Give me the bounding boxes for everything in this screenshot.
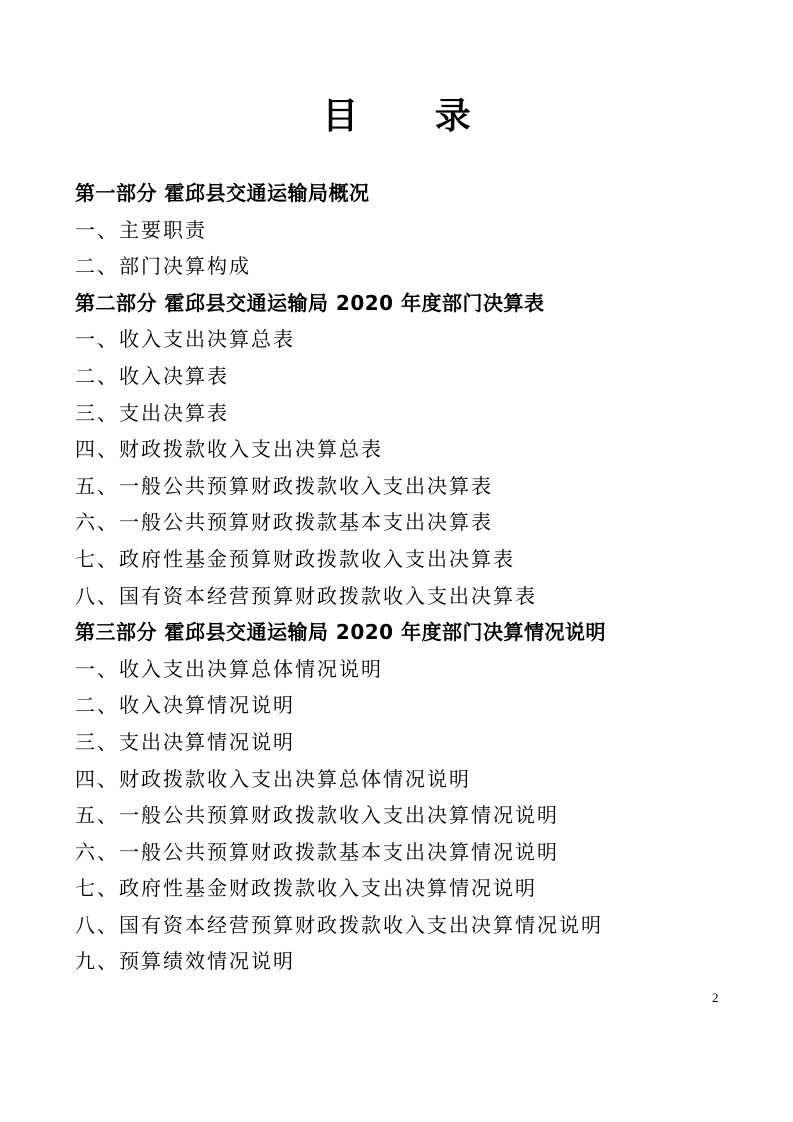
toc-entry-part-2: 第二部分 霍邱县交通运输局 2020 年度部门决算表 bbox=[75, 290, 545, 315]
toc-entry: 一、收入支出决算总体情况说明 bbox=[75, 656, 383, 681]
toc-entry-part-3: 第三部分 霍邱县交通运输局 2020 年度部门决算情况说明 bbox=[75, 620, 607, 645]
toc-entry: 五、一般公共预算财政拨款收入支出决算表 bbox=[75, 473, 493, 498]
toc-entry: 八、国有资本经营预算财政拨款收入支出决算情况说明 bbox=[75, 912, 603, 937]
toc-entry: 二、收入决算表 bbox=[75, 363, 229, 388]
toc-entry: 六、一般公共预算财政拨款基本支出决算情况说明 bbox=[75, 839, 559, 864]
toc-entry: 一、收入支出决算总表 bbox=[75, 327, 295, 352]
page-number: 2 bbox=[712, 990, 719, 1005]
page-title: 目 录 bbox=[322, 96, 503, 137]
toc-entry: 三、支出决算表 bbox=[75, 400, 229, 425]
toc-entry-part-1: 第一部分 霍邱县交通运输局概况 bbox=[75, 181, 370, 205]
toc-entry: 四、财政拨款收入支出决算总表 bbox=[75, 437, 383, 462]
toc-entry: 八、国有资本经营预算财政拨款收入支出决算表 bbox=[75, 583, 537, 608]
table-of-contents bbox=[75, 175, 775, 980]
toc-entry: 七、政府性基金财政拨款收入支出决算情况说明 bbox=[75, 876, 537, 901]
toc-entry: 二、部门决算构成 bbox=[75, 254, 251, 279]
toc-entry: 二、收入决算情况说明 bbox=[75, 693, 295, 718]
toc-entry: 五、一般公共预算财政拨款收入支出决算情况说明 bbox=[75, 803, 559, 828]
toc-entry: 九、预算绩效情况说明 bbox=[75, 949, 295, 974]
toc-entry: 七、政府性基金预算财政拨款收入支出决算表 bbox=[75, 546, 515, 571]
toc-entry: 六、一般公共预算财政拨款基本支出决算表 bbox=[75, 510, 493, 535]
toc-entry: 一、主要职责 bbox=[75, 217, 207, 242]
toc-entry: 三、支出决算情况说明 bbox=[75, 729, 295, 754]
toc-entry: 四、财政拨款收入支出决算总体情况说明 bbox=[75, 766, 471, 791]
